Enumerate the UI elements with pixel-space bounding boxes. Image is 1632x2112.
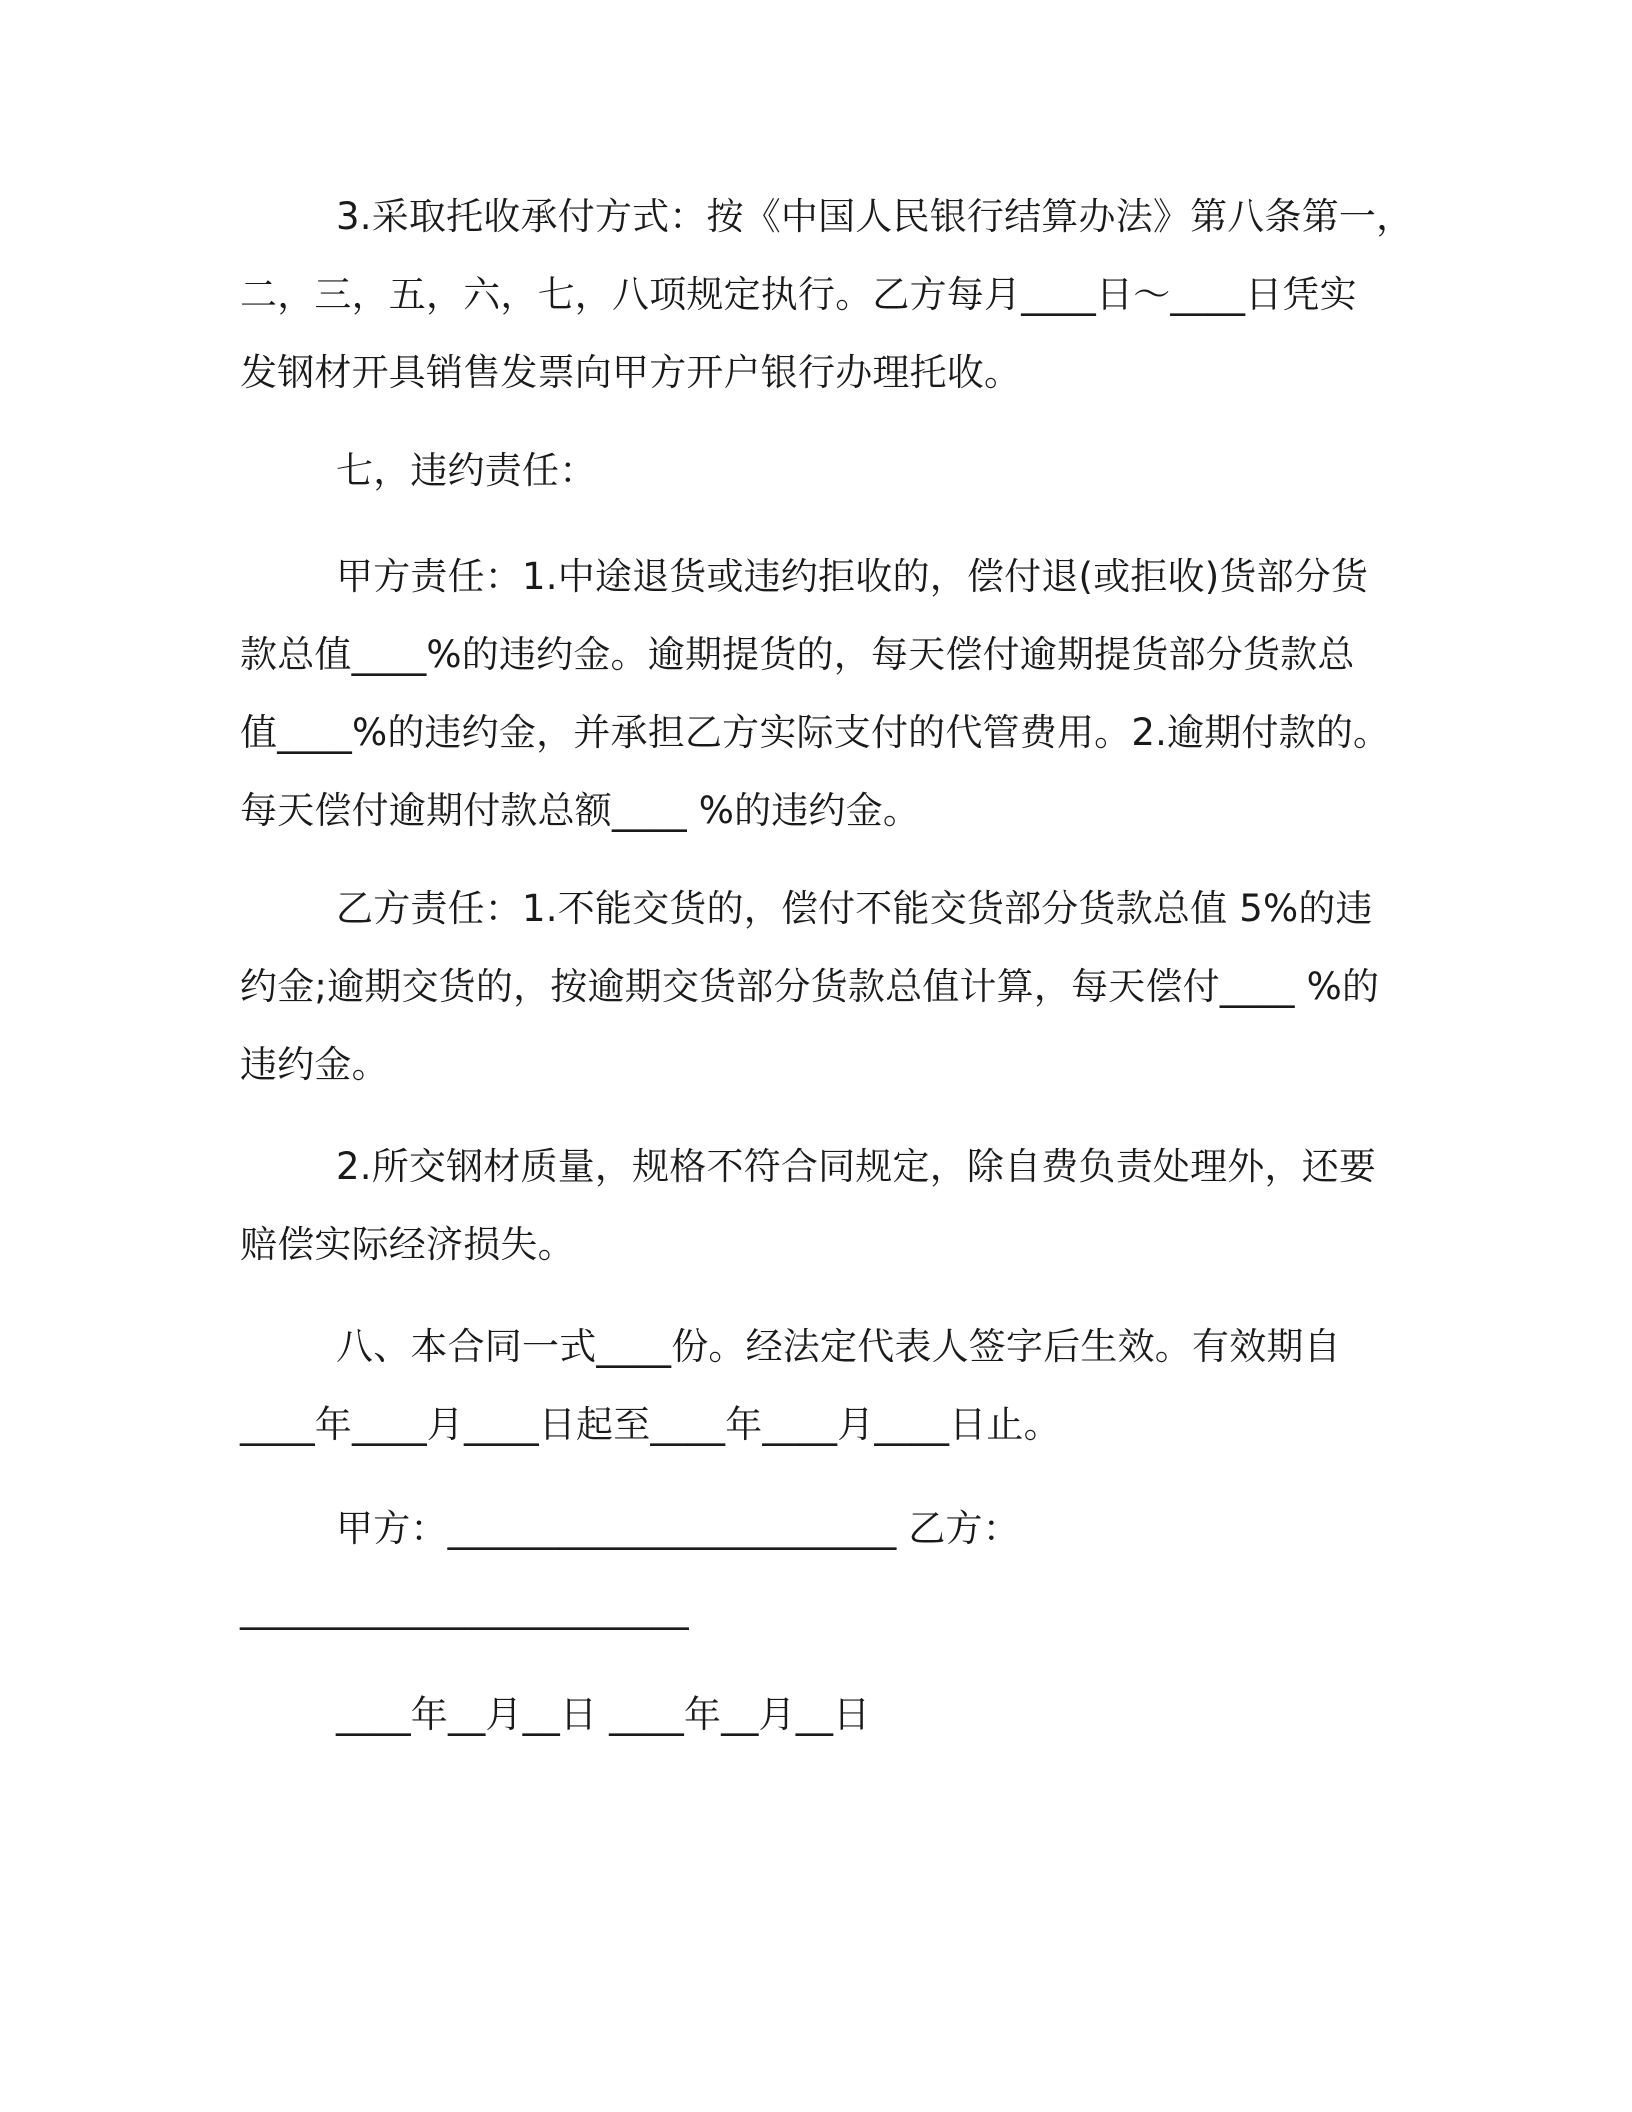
text-line: 甲方责任：1.中途退货或违约拒收的，偿付退(或拒收)货部分货 bbox=[336, 555, 1369, 598]
text-line: 3.采取托收承付方式：按《中国人民银行结算办法》第八条第一， bbox=[336, 195, 1414, 238]
section-heading-breach-liability bbox=[240, 432, 1400, 510]
text-line: 赔偿实际经济损失。 bbox=[240, 1223, 575, 1266]
text-line: 2.所交钢材质量，规格不符合同规定，除自费负责处理外，还要 bbox=[336, 1145, 1377, 1188]
text-line: 每天偿付逾期付款总额____ %的违约金。 bbox=[240, 789, 921, 832]
text-line: 乙方责任：1.不能交货的，偿付不能交货部分货款总值 5%的违 bbox=[336, 887, 1373, 930]
paragraph-quality-clause bbox=[240, 1128, 1400, 1284]
text-line: 违约金。 bbox=[240, 1043, 389, 1086]
text-line: 八、本合同一式____份。经法定代表人签字后生效。有效期自 bbox=[336, 1325, 1341, 1368]
paragraph-section-8 bbox=[240, 1308, 1400, 1464]
text-line: ____年____月____日起至____年____月____日止。 bbox=[240, 1403, 1061, 1446]
signature-dates: ____年__月__日 ____年__月__日 bbox=[336, 1693, 871, 1736]
text-line: 值____%的违约金，并承担乙方实际支付的代管费用。2.逾期付款的。 bbox=[240, 711, 1391, 754]
signature-line: 甲方：________________________ 乙方： bbox=[336, 1507, 1020, 1550]
paragraph-party-a-liability bbox=[240, 538, 1400, 850]
text-line: 款总值____%的违约金。逾期提货的，每天偿付逾期提货部分货款总 bbox=[240, 633, 1355, 676]
text-line: 二，三，五，六，七，八项规定执行。乙方每月____日～____日凭实 bbox=[240, 273, 1357, 316]
signature-line-continuation: ________________________ bbox=[240, 1587, 689, 1630]
paragraph-party-b-liability bbox=[240, 870, 1400, 1104]
text-line: 发钢材开具销售发票向甲方开户银行办理托收。 bbox=[240, 351, 1022, 394]
text-line: 约金;逾期交货的，按逾期交货部分货款总值计算，每天偿付____ %的 bbox=[240, 965, 1380, 1008]
section-heading-text: 七，违约责任： bbox=[336, 449, 597, 492]
paragraph-payment-method bbox=[240, 178, 1414, 412]
